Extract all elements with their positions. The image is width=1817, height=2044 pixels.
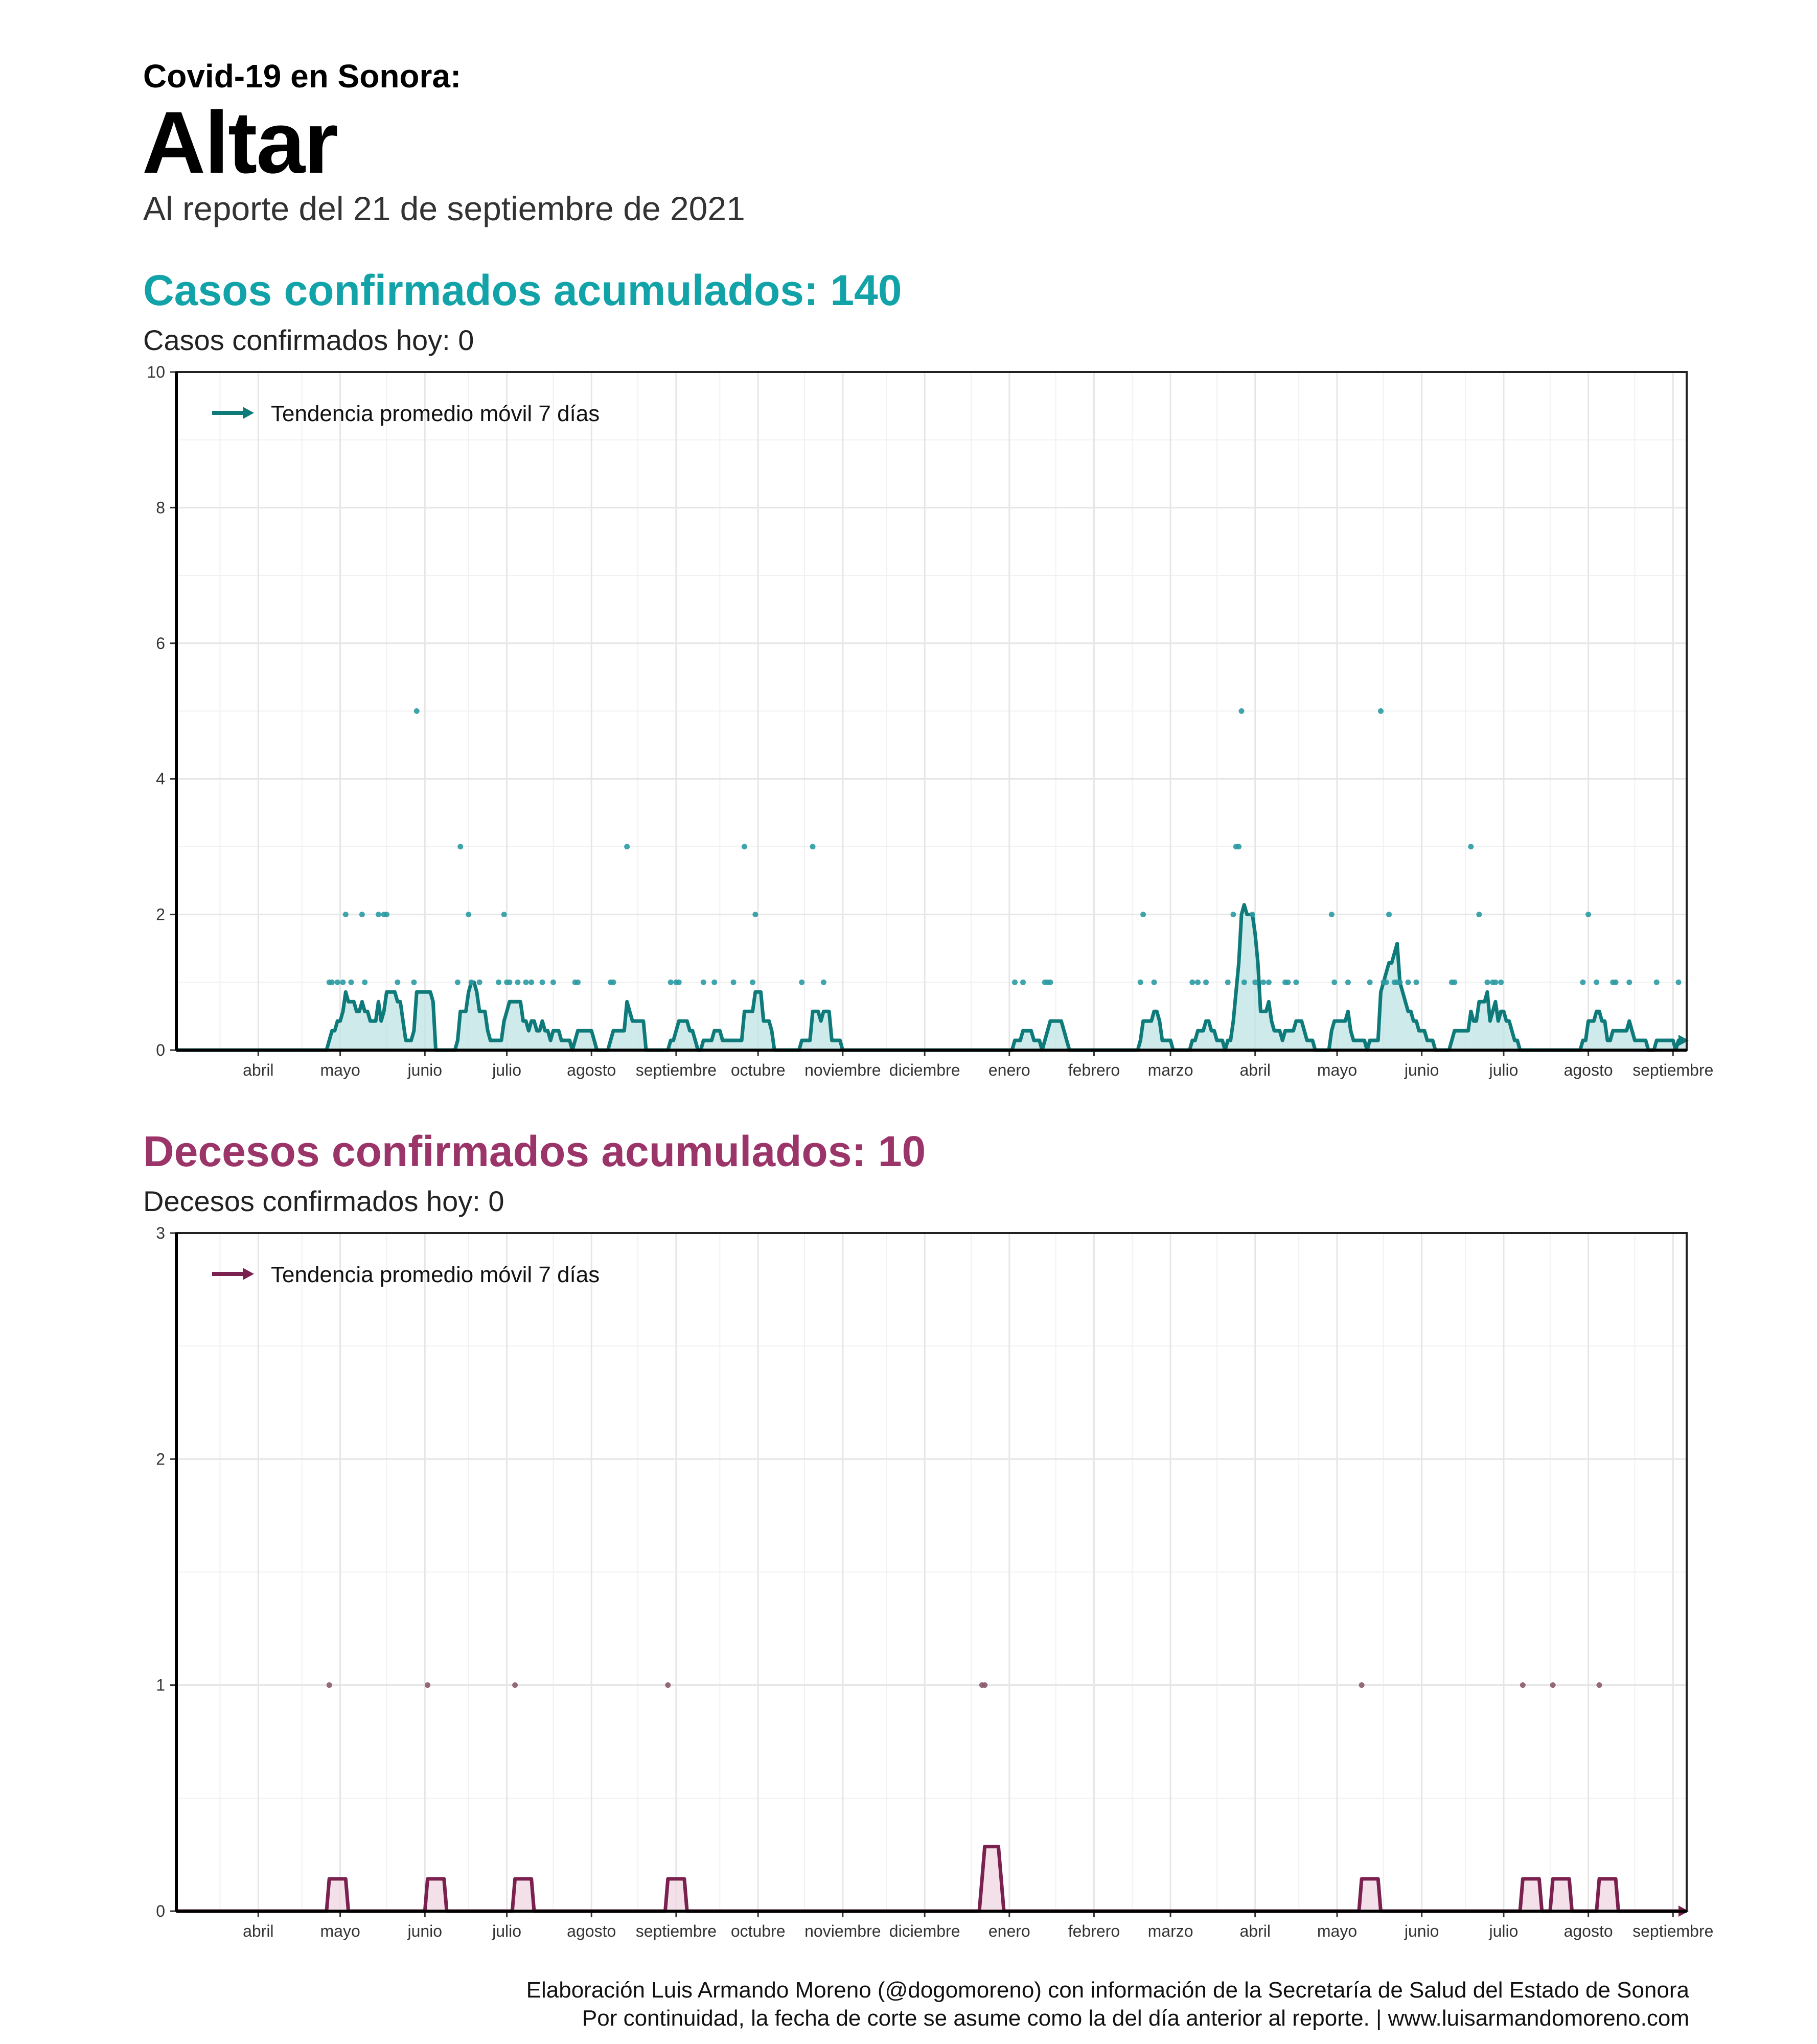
x-tick-label: abril [243, 1922, 274, 1940]
legend-label: Tendencia promedio móvil 7 días [271, 1262, 600, 1287]
x-tick-label: julio [1489, 1922, 1519, 1940]
x-tick-label: julio [492, 1061, 522, 1079]
y-tick-label: 2 [156, 905, 165, 924]
x-tick-label: mayo [1317, 1922, 1358, 1940]
x-tick-label: noviembre [804, 1922, 881, 1940]
data-point [425, 1682, 430, 1688]
footer-credit: Elaboración Luis Armando Moreno (@dogomoreno) con información de la Secretaría de Salud del Estado de Sonora [526, 1978, 1689, 2003]
x-tick-label: enero [988, 1061, 1030, 1079]
trend-area [176, 1847, 1687, 1911]
cases-today: Casos confirmados hoy: 0 [143, 324, 474, 356]
data-point [982, 1682, 987, 1688]
footer-note: Por continuidad, la fecha de corte se asume como la del día anterior al reporte. | www.luisarmandomoreno.com [582, 2006, 1689, 2031]
x-tick-label: febrero [1068, 1922, 1120, 1940]
data-point [327, 1682, 332, 1688]
x-tick-label: enero [988, 1922, 1030, 1940]
y-tick-label: 2 [156, 1450, 165, 1469]
x-tick-label: abril [1239, 1922, 1271, 1940]
y-tick-label: 0 [156, 1902, 165, 1920]
y-tick-label: 3 [156, 1224, 165, 1242]
data-point [665, 1682, 671, 1688]
x-tick-label: mayo [320, 1061, 360, 1079]
x-tick-label: diciembre [889, 1061, 960, 1079]
x-tick-label: mayo [320, 1922, 360, 1940]
x-tick-label: junio [407, 1922, 443, 1940]
x-tick-label: junio [1404, 1061, 1439, 1079]
x-tick-label: diciembre [889, 1922, 960, 1940]
x-tick-label: abril [243, 1061, 274, 1079]
x-tick-label: septiembre [1632, 1061, 1714, 1079]
data-point [1359, 1682, 1365, 1688]
x-tick-label: agosto [567, 1061, 616, 1079]
y-tick-label: 4 [156, 770, 165, 788]
x-tick-label: julio [492, 1922, 522, 1940]
y-tick-label: 8 [156, 498, 165, 517]
data-point [1550, 1682, 1556, 1688]
x-tick-label: agosto [1563, 1922, 1613, 1940]
data-point [512, 1682, 518, 1688]
x-tick-label: junio [407, 1061, 443, 1079]
trend-line [176, 1847, 1687, 1911]
data-point [1597, 1682, 1602, 1688]
x-tick-label: febrero [1068, 1061, 1120, 1079]
y-tick-label: 0 [156, 1041, 165, 1059]
deaths-today: Decesos confirmados hoy: 0 [143, 1185, 504, 1217]
y-tick-label: 6 [156, 634, 165, 653]
supertitle: Covid-19 en Sonora: [143, 58, 462, 95]
x-tick-label: septiembre [635, 1061, 717, 1079]
x-tick-label: septiembre [635, 1922, 717, 1940]
x-tick-label: octubre [730, 1061, 786, 1079]
x-tick-label: marzo [1147, 1061, 1193, 1079]
x-tick-label: mayo [1317, 1061, 1358, 1079]
y-tick-label: 10 [147, 363, 165, 381]
data-point [1520, 1682, 1526, 1688]
x-tick-label: octubre [730, 1922, 786, 1940]
x-tick-label: noviembre [804, 1061, 881, 1079]
x-tick-label: septiembre [1632, 1922, 1714, 1940]
y-tick-label: 1 [156, 1676, 165, 1694]
report-date: Al reporte del 21 de septiembre de 2021 [143, 190, 745, 227]
x-tick-label: marzo [1147, 1922, 1193, 1940]
x-tick-label: junio [1404, 1922, 1439, 1940]
legend-arrow-icon [243, 1268, 254, 1280]
deaths-title: Decesos confirmados acumulados: 10 [143, 1127, 926, 1175]
x-tick-label: agosto [567, 1922, 616, 1940]
x-tick-label: abril [1239, 1061, 1271, 1079]
page-title: Altar [142, 94, 337, 192]
legend-label: Tendencia promedio móvil 7 días [271, 401, 600, 426]
cases-title: Casos confirmados acumulados: 140 [143, 266, 902, 314]
x-tick-label: agosto [1563, 1061, 1613, 1079]
x-tick-label: julio [1489, 1061, 1519, 1079]
